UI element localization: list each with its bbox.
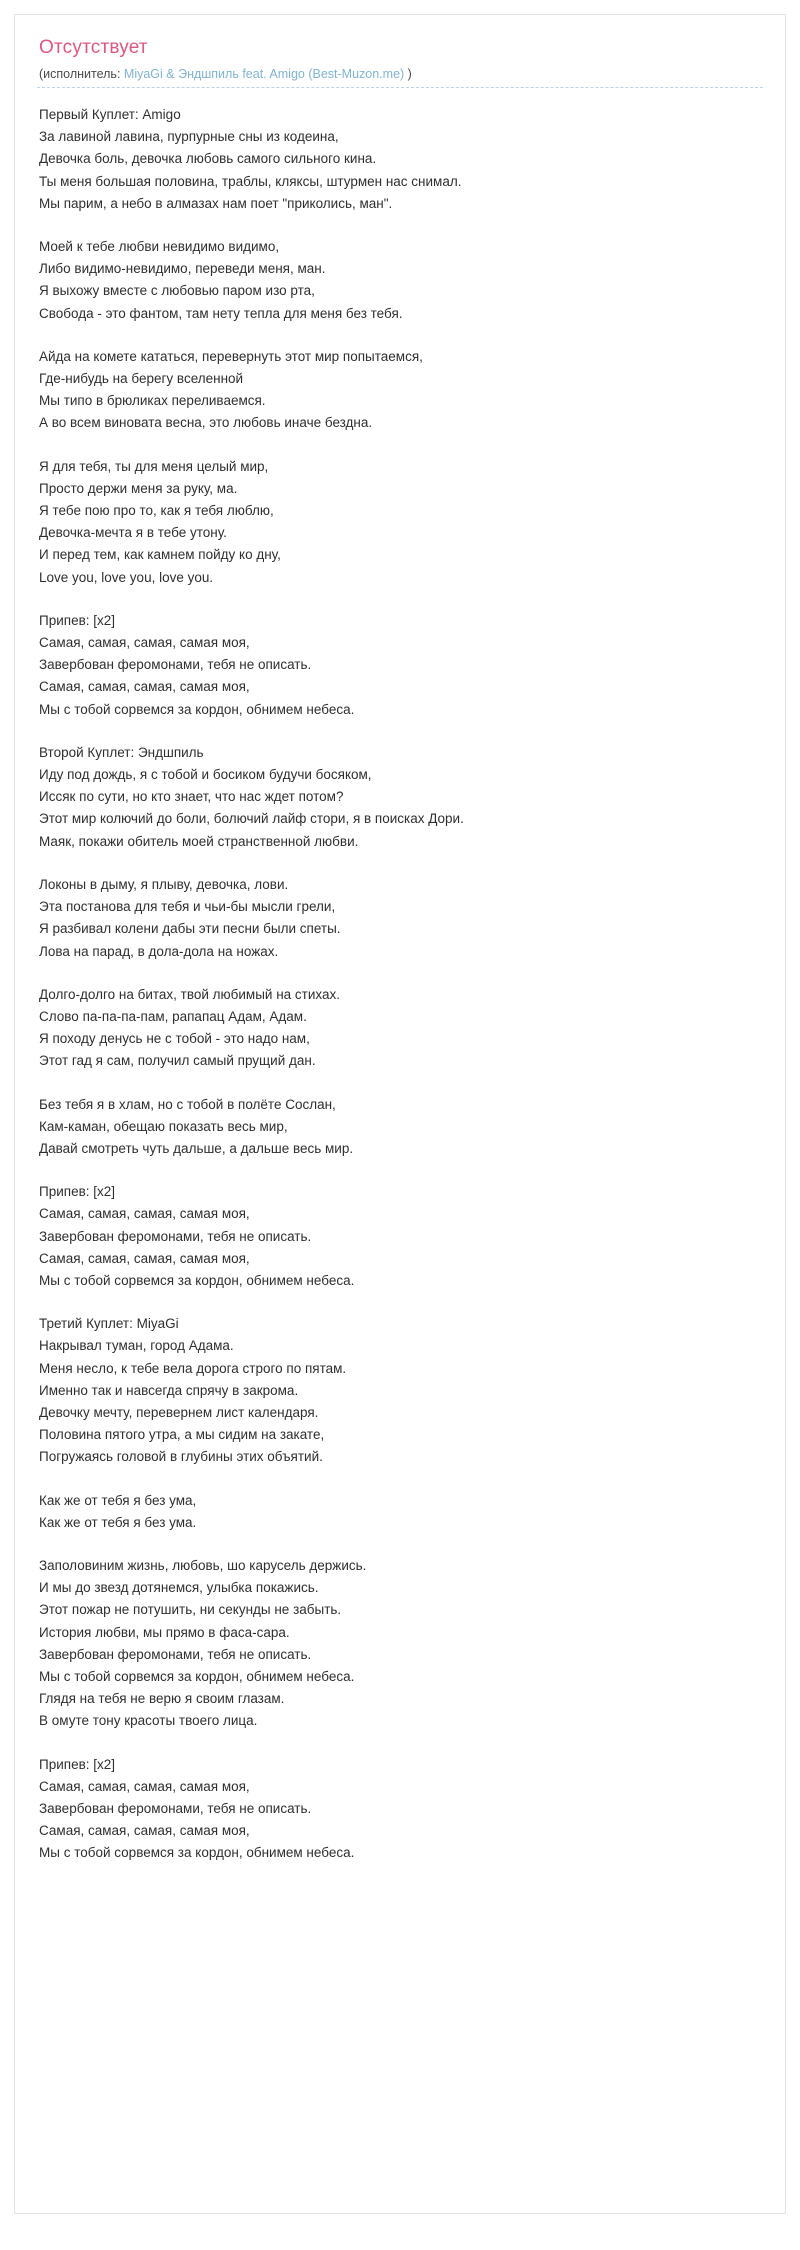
lyrics-line: Мы с тобой сорвемся за кордон, обнимем небеса. xyxy=(39,1845,355,1861)
lyrics-verse xyxy=(39,1313,763,1468)
lyrics-line: Мы парим, а небо в алмазах нам поет "приколись, ман". xyxy=(39,195,393,211)
lyrics-verse xyxy=(39,1094,763,1161)
lyrics-line: Мы с тобой сорвемся за кордон, обнимем небеса. xyxy=(39,1668,355,1684)
lyrics-line: И мы до звезд дотянемся, улыбка покажись. xyxy=(39,1580,319,1596)
lyrics-line: Эта постанова для тебя и чьи-бы мысли грели, xyxy=(39,899,336,915)
lyrics-line: Девочка-мечта я в тебе утону. xyxy=(39,525,227,541)
artist-link[interactable]: MiyaGi & Эндшпиль feat. Amigo (Best-Muzon.me) xyxy=(123,67,405,81)
lyrics-line: Самая, самая, самая, самая моя, xyxy=(39,679,250,695)
lyrics-line: Я тебе пою про то, как я тебя люблю, xyxy=(39,503,274,519)
lyrics-line: Мы с тобой сорвемся за кордон, обнимем небеса. xyxy=(39,701,355,717)
artist-line xyxy=(39,67,763,81)
lyrics-line: Локоны в дыму, я плыву, девочка, лови. xyxy=(39,876,289,892)
lyrics-verse xyxy=(39,1490,763,1534)
lyrics-line: Этот мир колючий до боли, болючий лайф стори, я в поисках Дори. xyxy=(39,811,464,827)
lyrics-line: Глядя на тебя не верю я своим глазам. xyxy=(39,1691,285,1707)
lyrics-line: Второй Куплет: Эндшпиль xyxy=(39,744,204,760)
lyrics-line: Маяк, покажи обитель моей странственной любви. xyxy=(39,833,359,849)
lyrics-verse xyxy=(39,104,763,215)
lyrics-line: Девочку мечту, перевернем лист календаря. xyxy=(39,1404,319,1420)
lyrics-line: Погружаясь головой в глубины этих объятий. xyxy=(39,1449,323,1465)
lyrics-line: И перед тем, как камнем пойду ко дну, xyxy=(39,547,281,563)
lyrics-line: Мы с тобой сорвемся за кордон, обнимем небеса. xyxy=(39,1272,355,1288)
lyrics-line: Завербован феромонами, тебя не описать. xyxy=(39,1646,312,1662)
lyrics-line: Припев: [х2] xyxy=(39,1756,116,1772)
lyrics-line: Ты меня большая половина, траблы, кляксы, штурмен нас снимал. xyxy=(39,173,462,189)
lyrics-line: Самая, самая, самая, самая моя, xyxy=(39,1778,250,1794)
artist-close-paren: ) xyxy=(407,67,412,81)
divider xyxy=(37,87,763,88)
lyrics-line: Кам-каман, обещаю показать весь мир, xyxy=(39,1118,288,1134)
lyrics-line: Завербован феромонами, тебя не описать. xyxy=(39,1801,312,1816)
lyrics-verse xyxy=(39,456,763,589)
lyrics-line: Иду под дождь, я с тобой и босиком будучи босяком, xyxy=(39,767,372,783)
lyrics-verse xyxy=(39,874,763,963)
lyrics-line: Половина пятого утра, а мы сидим на закате, xyxy=(39,1427,325,1443)
lyrics-line: Завербован феромонами, тебя не описать. xyxy=(39,657,312,673)
lyrics-line: Я походу денусь не с тобой - это надо нам, xyxy=(39,1031,310,1047)
lyrics-line: Без тебя я в хлам, но с тобой в полёте Сослан, xyxy=(39,1096,336,1112)
lyrics-verse xyxy=(39,984,763,1073)
lyrics-line: Меня несло, к тебе вела дорога строго по пятам. xyxy=(39,1360,347,1376)
lyrics-line: Моей к тебе любви невидимо видимо, xyxy=(39,239,280,255)
page xyxy=(0,14,800,2250)
lyrics-line: Накрывал туман, город Адама. xyxy=(39,1338,234,1354)
lyrics-line: Третий Куплет: MiyaGi xyxy=(39,1316,179,1332)
lyrics-line: Свобода - это фантом, там нету тепла для меня без тебя. xyxy=(39,305,403,321)
lyrics-line: Иссяк по сути, но кто знает, что нас ждет потом? xyxy=(39,789,344,805)
lyrics-verse xyxy=(39,346,763,435)
lyrics-line: Я выхожу вместе с любовью паром изо рта, xyxy=(39,283,315,299)
lyrics-line: История любви, мы прямо в фаса-сара. xyxy=(39,1624,290,1640)
lyrics-line: Мы типо в брюликах переливаемся. xyxy=(39,393,266,409)
lyrics-sheet xyxy=(14,14,786,2214)
lyrics-line: За лавиной лавина, пурпурные сны из кодеина, xyxy=(39,129,339,145)
lyrics-line: В омуте тону красоты твоего лица. xyxy=(39,1713,258,1729)
lyrics-line: Как же от тебя я без ума, xyxy=(39,1492,197,1508)
lyrics-line: Я для тебя, ты для меня целый мир, xyxy=(39,458,269,474)
lyrics-line: Этот пожар не потушить, ни секунды не забыть. xyxy=(39,1602,342,1618)
lyrics-line: Припев: [х2] xyxy=(39,1184,116,1200)
lyrics-verse xyxy=(39,1181,763,1292)
lyrics-verse xyxy=(39,742,763,853)
lyrics-line: Где-нибудь на берегу вселенной xyxy=(39,371,244,387)
lyrics-verse xyxy=(39,610,763,721)
lyrics-verse xyxy=(39,236,763,325)
lyrics-line: Как же от тебя я без ума. xyxy=(39,1514,197,1530)
lyrics-line: Припев: [х2] xyxy=(39,612,116,628)
lyrics-line: Заполовиним жизнь, любовь, шо карусель держись. xyxy=(39,1557,367,1573)
lyrics-line: Слово па-па-па-пам, рапапац Адам, Адам. xyxy=(39,1008,307,1024)
lyrics-line: Самая, самая, самая, самая моя, xyxy=(39,1250,250,1266)
lyrics-line: Просто держи меня за руку, ма. xyxy=(39,480,238,496)
lyrics-line: Этот гад я сам, получил самый прущий дан. xyxy=(39,1053,316,1069)
lyrics-line: Девочка боль, девочка любовь самого сильного кина. xyxy=(39,151,377,167)
lyrics-line: Первый Куплет: Amigo xyxy=(39,107,181,122)
lyrics-line: Завербован феромонами, тебя не описать. xyxy=(39,1228,312,1244)
lyrics-line: Я разбивал колени дабы эти песни были спеты. xyxy=(39,921,341,937)
lyrics-line: Именно так и навсегда спрячу в закрома. xyxy=(39,1382,299,1398)
lyrics-line: Лова на парад, в дола-дола на ножах. xyxy=(39,943,279,959)
lyrics-line: Самая, самая, самая, самая моя, xyxy=(39,1823,250,1839)
lyrics-line: Самая, самая, самая, самая моя, xyxy=(39,635,250,651)
artist-label: (исполнитель: xyxy=(39,67,121,81)
page-title: Отсутствует xyxy=(39,37,148,58)
lyrics-line: Либо видимо-невидимо, переведи меня, ман. xyxy=(39,261,326,277)
lyrics-line: Love you, love you, love you. xyxy=(39,569,214,585)
lyrics-verse xyxy=(39,1555,763,1733)
lyrics-line: А во всем виновата весна, это любовь иначе бездна. xyxy=(39,415,373,431)
lyrics-verse xyxy=(39,1754,763,1865)
lyrics-line: Долго-долго на битах, твой любимый на стихах. xyxy=(39,986,340,1002)
lyrics-body xyxy=(39,104,763,1865)
lyrics-line: Давай смотреть чуть дальше, а дальше весь мир. xyxy=(39,1140,354,1156)
lyrics-line: Самая, самая, самая, самая моя, xyxy=(39,1206,250,1222)
lyrics-line: Айда на комете кататься, перевернуть этот мир попытаемся, xyxy=(39,348,423,364)
